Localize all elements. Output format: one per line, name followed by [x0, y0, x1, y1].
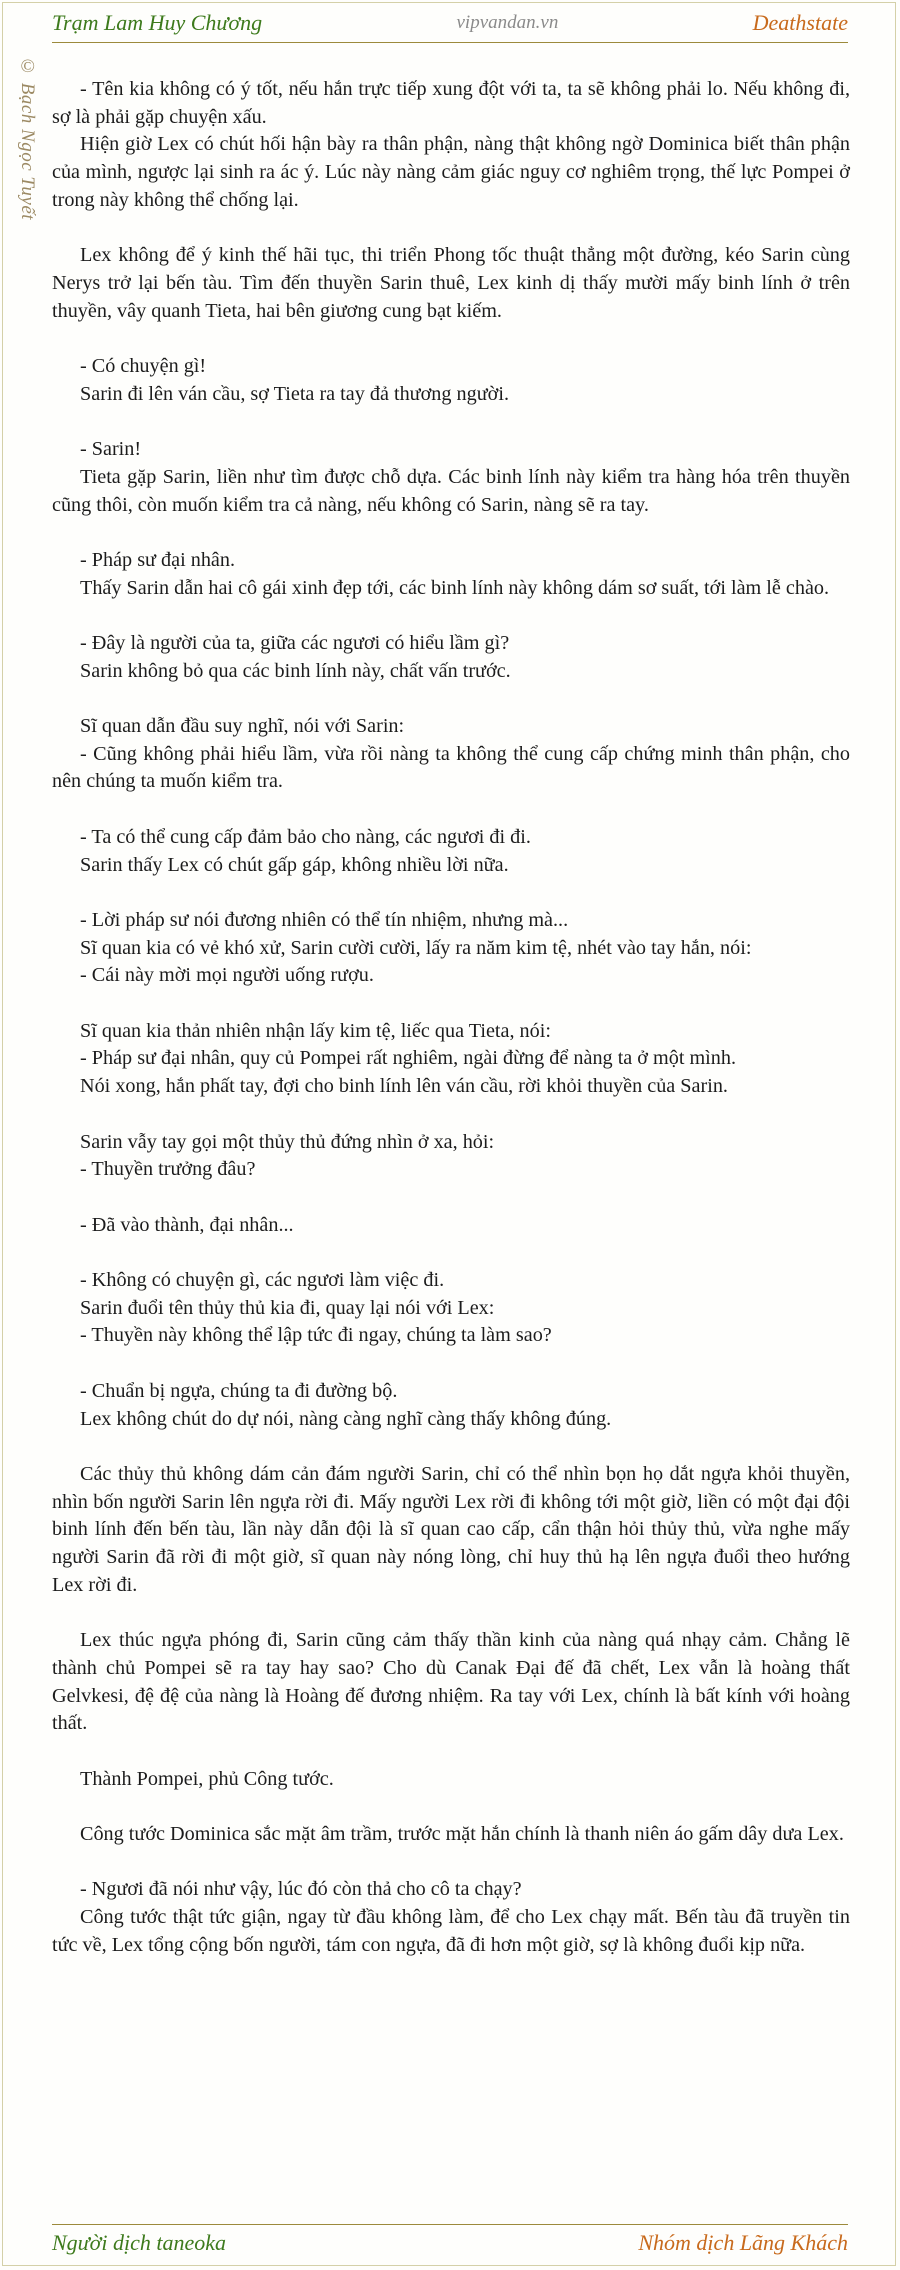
paragraph: Thành Pompei, phủ Công tước. — [80, 1767, 334, 1790]
footer-translator: Người dịch taneoka — [52, 2230, 227, 2255]
paragraph: - Cái này mời mọi người uống rượu. — [80, 964, 374, 987]
paragraph: Sarin đi lên ván cầu, sợ Tieta ra tay đả thương người. — [80, 382, 509, 405]
paragraph-gap — [52, 1433, 850, 1461]
paragraph: Sarin đuổi tên thủy thủ kia đi, quay lại nói với Lex: — [80, 1296, 495, 1319]
paragraph: Lex không chút do dự nói, nàng càng nghĩ càng thấy không đúng. — [80, 1407, 612, 1430]
paragraph: - Có chuyện gì! — [80, 355, 207, 377]
paragraph-gap — [52, 1101, 850, 1129]
paragraph: Sarin thấy Lex có chút gấp gáp, không nhiều lời nữa. — [80, 853, 509, 876]
paragraph-gap — [52, 215, 850, 243]
page-footer — [52, 2228, 848, 2258]
paragraph: - Đã vào thành, đại nhân... — [80, 1213, 294, 1236]
paragraph: - Thuyền này không thể lập tức đi ngay, chúng ta làm sao? — [80, 1324, 552, 1347]
paragraph: - Chuẩn bị ngựa, chúng ta đi đường bộ. — [80, 1379, 398, 1402]
paragraph-gap — [52, 1599, 850, 1627]
paragraph-gap — [52, 1350, 850, 1378]
header-divider — [52, 42, 848, 43]
paragraph-gap — [52, 1738, 850, 1766]
paragraph-gap — [52, 325, 850, 353]
paragraph: Sarin vẫy tay gọi một thủy thủ đứng nhìn ở xa, hỏi: — [80, 1130, 495, 1153]
paragraph: - Sarin! — [80, 438, 142, 461]
paragraph: Nói xong, hắn phất tay, đợi cho binh lính lên ván cầu, rời khỏi thuyền của Sarin. — [80, 1075, 728, 1098]
paragraph: - Ta có thể cung cấp đảm bảo cho nàng, các ngươi đi đi. — [80, 825, 531, 848]
paragraph: - Pháp sư đại nhân, quy củ Pompei rất nghiêm, ngài đừng để nàng ta ở một mình. — [80, 1047, 737, 1070]
side-credit: © Bạch Ngọc Tuyết — [17, 56, 38, 221]
paragraph: Sĩ quan kia thản nhiên nhận lấy kim tệ, liếc qua Tieta, nói: — [80, 1019, 551, 1042]
paragraph: Lex thúc ngựa phóng đi, Sarin cũng cảm thấy thần kinh của nàng quá nhạy cảm. Chẳng lẽ thành chủ Pompei sẽ ra tay hay sao? Cho dù Canak Đại đế đã chết, Lex vẫn là hoàng thất Gelvkesi, đệ đệ của nàng là Hoàng đế đương nhiệm. Ra tay với Lex, chính là bất kính với hoàng thất. — [52, 1629, 850, 1735]
paragraph-gap — [52, 796, 850, 824]
paragraph-gap — [52, 1849, 850, 1877]
paragraph: - Pháp sư đại nhân. — [80, 548, 236, 571]
paragraph: Các thủy thủ không dám cản đám người Sarin, chỉ có thể nhìn bọn họ dắt ngựa khỏi thuyền, nhìn bốn người Sarin lên ngựa rời đi. Mấy người Lex rời đi không tới một giờ, liền có một đại đội binh lính đến bến tàu, lần này dẫn đội là sĩ quan cao cấp, cẩn thận hỏi thủy thủ, vừa nghe mấy người Sarin đã rời đi một giờ, sĩ quan này nóng lòng, chỉ huy thủ hạ lên ngựa đuổi theo hướng Lex rời đi. — [52, 1462, 850, 1596]
paragraph-gap — [52, 519, 850, 547]
paragraph-gap — [52, 602, 850, 630]
page-header — [52, 8, 848, 38]
paragraph: Công tước Dominica sắc mặt âm trầm, trước mặt hắn chính là thanh niên áo gấm dây dưa Lex. — [80, 1823, 844, 1846]
paragraph: - Cũng không phải hiểu lầm, vừa rồi nàng ta không thể cung cấp chứng minh thân phận, cho nên chúng ta muốn kiểm tra. — [52, 742, 850, 793]
footer-divider — [52, 2224, 848, 2225]
paragraph-gap — [52, 1239, 850, 1267]
paragraph: Công tước thật tức giận, ngay từ đầu không làm, để cho Lex chạy mất. Bến tàu đã truyền tin tức về, Lex tổng cộng bốn người, tám con ngựa, đã đi hơn một giờ, sợ là không đuổi kịp nữa. — [52, 1906, 850, 1956]
paragraph: - Tên kia không có ý tốt, nếu hắn trực tiếp xung đột với ta, ta sẽ không phải lo. Nếu không đi, sợ là phải gặp chuyện xấu. — [52, 78, 850, 128]
paragraph: - Không có chuyện gì, các ngươi làm việc đi. — [80, 1269, 445, 1292]
header-book-title: Trạm Lam Huy Chương — [52, 10, 263, 35]
paragraph: Sĩ quan dẫn đầu suy nghĩ, nói với Sarin: — [80, 715, 405, 738]
paragraph: - Đây là người của ta, giữa các ngươi có hiểu lầm gì? — [80, 631, 510, 654]
paragraph-gap — [52, 990, 850, 1018]
paragraph: - Ngươi đã nói như vậy, lúc đó còn thả cho cô ta chạy? — [80, 1878, 522, 1901]
paragraph-gap — [52, 1793, 850, 1821]
paragraph-gap — [52, 879, 850, 907]
paragraph: - Lời pháp sư nói đương nhiên có thể tín nhiệm, nhưng mà... — [80, 908, 569, 931]
paragraph: Hiện giờ Lex có chút hối hận bày ra thân phận, nàng thật không ngờ Dominica biết thân phận của mình, ngược lại sinh ra ác ý. Lúc này nàng cảm giác nguy cơ nghiêm trọng, thế lực Pompei ở trong này không thể chống lại. — [52, 133, 850, 211]
paragraph-gap — [52, 1184, 850, 1212]
paragraph: Lex không để ý kinh thế hãi tục, thi triển Phong tốc thuật thẳng một đường, kéo Sarin cùng Nerys trở lại bến tàu. Tìm đến thuyền Sarin thuê, Lex kinh dị thấy mười mấy binh lính ở trên thuyền, vây quanh Tieta, hai bên giương cung bạt kiếm. — [52, 244, 850, 322]
header-author: Deathstate — [752, 10, 848, 35]
header-site-name: vipvandan.vn — [456, 12, 559, 33]
paragraph: Tieta gặp Sarin, liền như tìm được chỗ dựa. Các binh lính này kiểm tra hàng hóa trên thuyền cũng thôi, còn muốn kiểm tra cả nàng, nếu không có Sarin, nàng sẽ ra tay. — [52, 465, 850, 516]
paragraph: - Thuyền trưởng đâu? — [80, 1158, 256, 1181]
paragraph: Sĩ quan kia có vẻ khó xử, Sarin cười cười, lấy ra năm kim tệ, nhét vào tay hắn, nói: — [80, 936, 752, 959]
footer-group: Nhóm dịch Lãng Khách — [638, 2230, 848, 2255]
story-text — [52, 76, 850, 1960]
paragraph-gap — [52, 408, 850, 436]
paragraph: Sarin không bỏ qua các binh lính này, chất vấn trước. — [80, 659, 511, 682]
paragraph: Thấy Sarin dẫn hai cô gái xinh đẹp tới, các binh lính này không dám sơ suất, tới làm lễ chào. — [80, 576, 830, 599]
paragraph-gap — [52, 685, 850, 713]
